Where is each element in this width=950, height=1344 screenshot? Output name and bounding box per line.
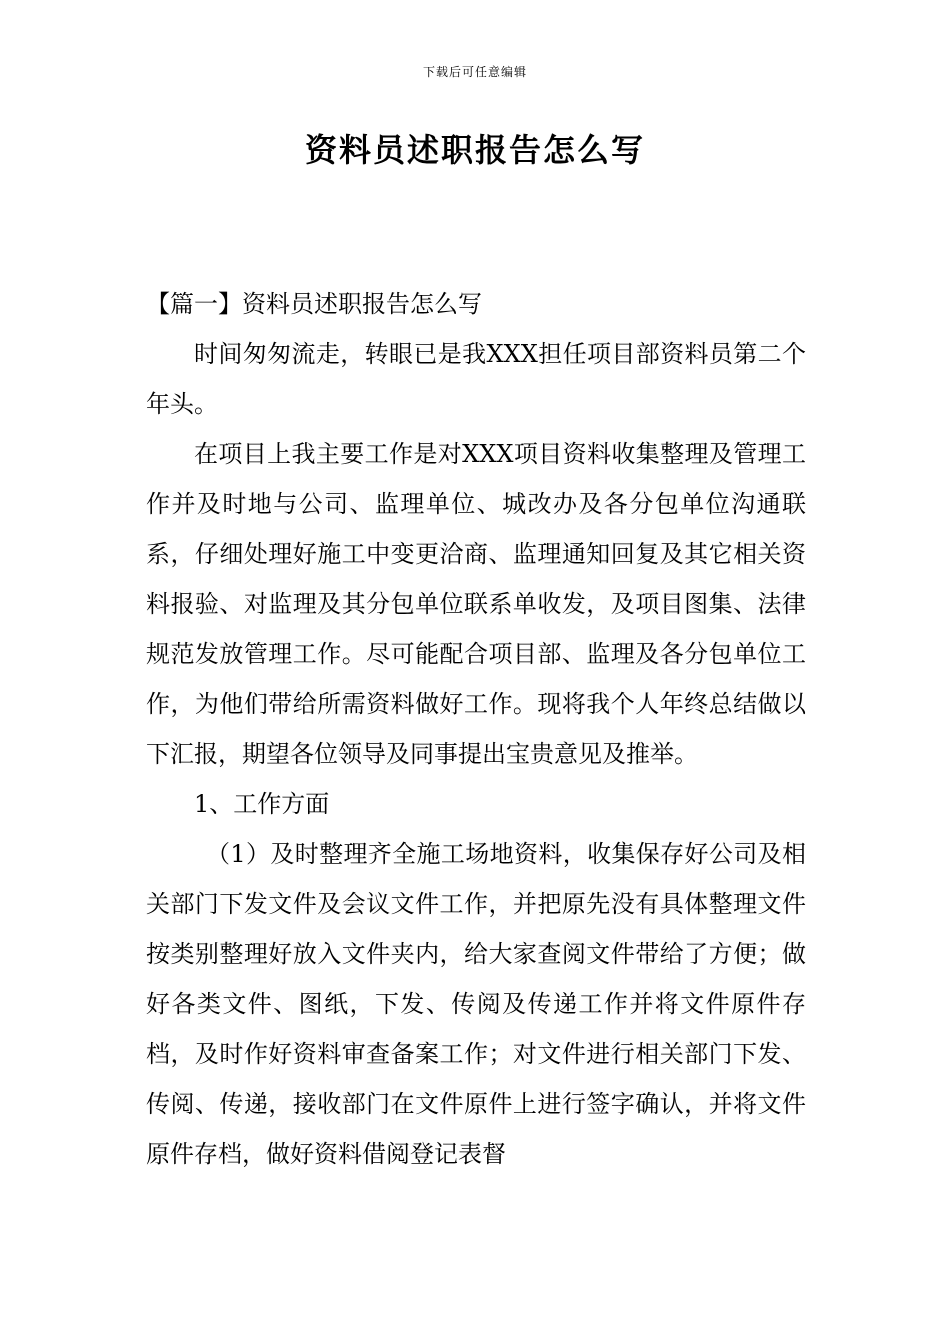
header-note: 下载后可任意编辑 (422, 65, 527, 79)
paragraph-intro: 时间匆匆流走，转眼已是我XXX担任项目部资料员第二个年头。 (146, 340, 806, 418)
document-title: 资料员述职报告怎么写 (304, 131, 645, 169)
paragraph-work-overview: 在项目上我主要工作是对XXX项目资料收集整理及管理工作并及时地与公司、监理单位、城改办及各分包单位沟通联系，仔细处理好施工中变更洽商、监理通知回复及其它相关资料报验、对监理及其分包单位联系单收发，及项目图集、法律规范发放管理工作。尽可能配合项目部、监理及各分包单位工作，为他们带给所需资料做好工作。现将我个人年终总结做以下汇报，期望各位领导及同事提出宝贵意见及推举。 (146, 440, 806, 768)
section-heading: 【篇一】资料员述职报告怎么写 (146, 290, 482, 318)
subheading-work: 1、工作方面 (194, 790, 330, 818)
paragraph-item-1: （1）及时整理齐全施工场地资料，收集保存好公司及相关部门下发文件及会议文件工作，并把原先没有具体整理文件按类别整理好放入文件夹内，给大家查阅文件带给了方便；做好各类文件、图纸，下发、传阅及传递工作并将文件原件存档，及时作好资料审查备案工作；对文件进行相关部门下发、传阅、传递，接收部门在文件原件上进行签字确认，并将文件原件存档，做好资料借阅登记表督 (146, 840, 806, 1168)
document-body (146, 279, 806, 1179)
